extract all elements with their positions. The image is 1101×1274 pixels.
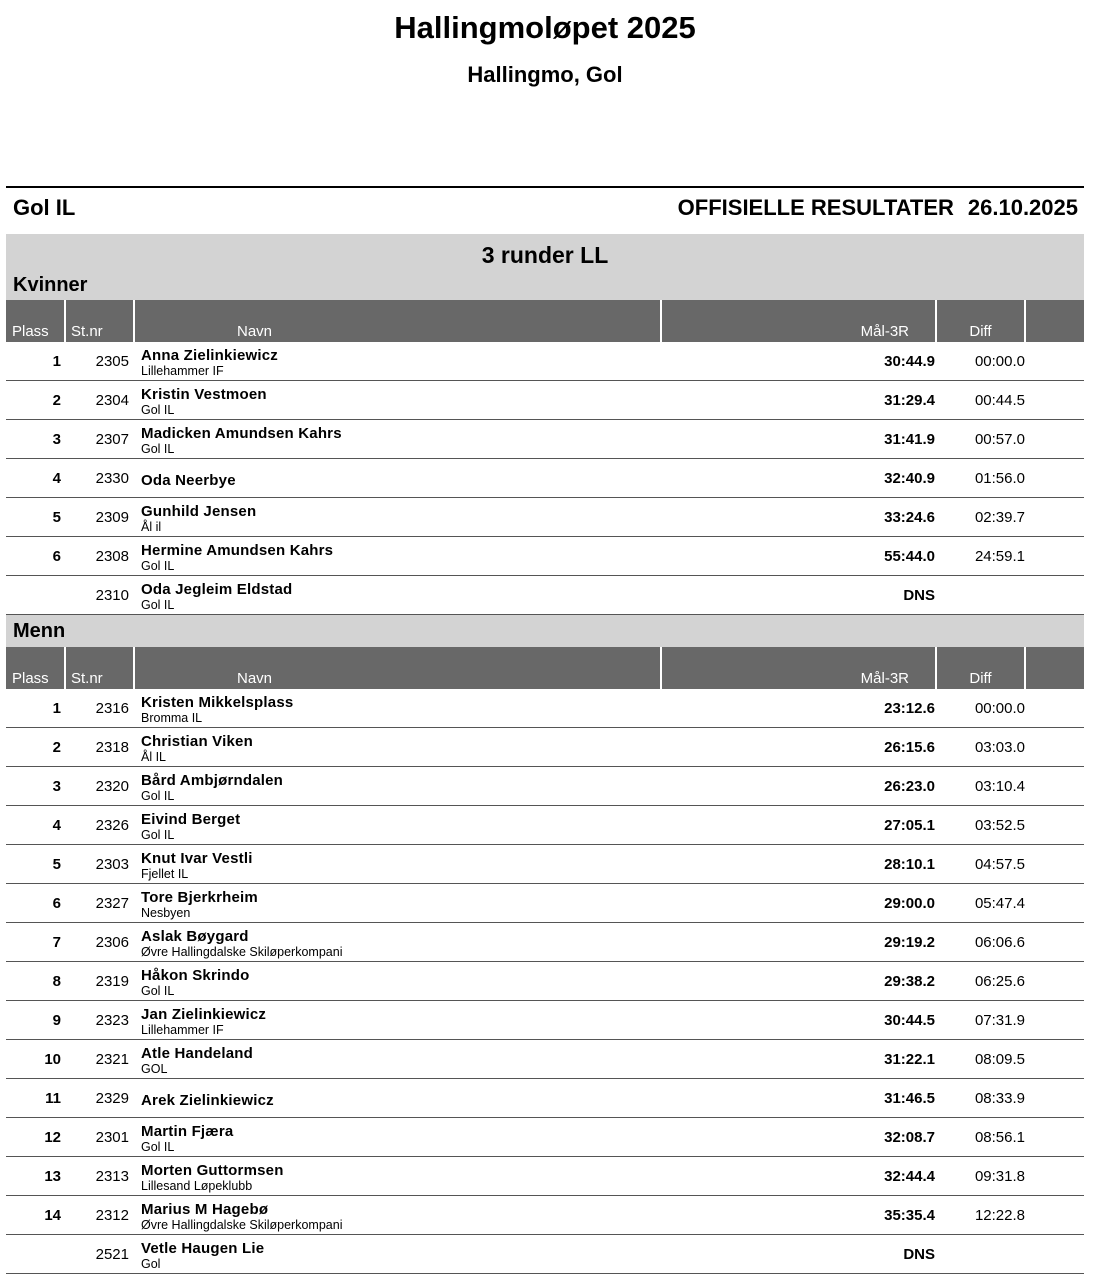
- result-row: [6, 767, 1084, 806]
- place-cell: 13: [44, 1168, 61, 1185]
- bib-cell: 2316: [95, 700, 129, 717]
- finish-time: 31:22.1: [884, 1051, 935, 1068]
- result-row: [6, 420, 1084, 459]
- place-cell: 3: [52, 778, 61, 795]
- time-diff: 00:44.5: [974, 392, 1025, 409]
- athlete-club: Fjellet IL: [141, 867, 189, 881]
- place-cell: 7: [52, 934, 61, 951]
- col-header-diff: Diff: [937, 647, 1026, 689]
- place-cell: 9: [52, 1012, 61, 1029]
- athlete-name: Oda Jegleim Eldstad: [141, 581, 293, 598]
- time-diff: 08:09.5: [974, 1051, 1025, 1068]
- athlete-name: Vetle Haugen Lie: [141, 1240, 265, 1257]
- col-header-navn: Navn: [135, 300, 662, 342]
- result-row: [6, 923, 1084, 962]
- col-header-spacer: [1026, 300, 1084, 342]
- time-diff: 00:00.0: [974, 700, 1025, 717]
- bib-cell: 2326: [95, 817, 129, 834]
- time-diff: 08:33.9: [974, 1090, 1025, 1107]
- athlete-name: Tore Bjerkrheim: [141, 889, 258, 906]
- place-cell: 1: [52, 700, 61, 717]
- athlete-club: Lillehammer IF: [141, 364, 224, 378]
- bib-cell: 2323: [95, 1012, 129, 1029]
- bib-cell: 2327: [95, 895, 129, 912]
- time-diff: 01:56.0: [974, 470, 1025, 487]
- result-row: [6, 806, 1084, 845]
- finish-time: 33:24.6: [884, 509, 935, 526]
- finish-time: 26:23.0: [884, 778, 935, 795]
- result-row: [6, 576, 1084, 615]
- athlete-name: Hermine Amundsen Kahrs: [141, 542, 334, 559]
- col-header-diff: Diff: [937, 300, 1026, 342]
- finish-time: 27:05.1: [884, 817, 935, 834]
- bib-cell: 2303: [95, 856, 129, 873]
- bib-cell: 2329: [95, 1090, 129, 1107]
- athlete-club: Ål il: [141, 520, 162, 534]
- athlete-name: Kristen Mikkelsplass: [141, 694, 294, 711]
- athlete-club: Bromma IL: [141, 711, 203, 725]
- category-header: Menn: [6, 615, 1084, 647]
- athlete-name: Eivind Berget: [141, 811, 241, 828]
- athlete-name: Oda Neerbye: [141, 472, 236, 489]
- result-date: 26.10.2025: [967, 195, 1078, 220]
- place-cell: 8: [52, 973, 61, 990]
- athlete-club: Gol IL: [141, 789, 175, 803]
- place-cell: 2: [52, 739, 61, 756]
- bib-cell: 2320: [95, 778, 129, 795]
- athlete-club: Gol IL: [141, 1140, 175, 1154]
- time-diff: 00:57.0: [974, 431, 1025, 448]
- column-header-row: [6, 300, 1084, 342]
- finish-time: 29:00.0: [884, 895, 935, 912]
- result-row: [6, 728, 1084, 767]
- result-row: [6, 459, 1084, 498]
- bib-cell: 2310: [95, 587, 129, 604]
- finish-time: DNS: [903, 1246, 935, 1263]
- result-row: [6, 537, 1084, 576]
- athlete-club: GOL: [141, 1062, 168, 1076]
- athlete-name: Morten Guttormsen: [141, 1162, 284, 1179]
- athlete-name: Bård Ambjørndalen: [141, 772, 284, 789]
- place-cell: 11: [45, 1090, 61, 1107]
- athlete-name: Knut Ivar Vestli: [141, 850, 253, 867]
- athlete-club: Lillesand Løpeklubb: [141, 1179, 253, 1193]
- result-row: [6, 1040, 1084, 1079]
- athlete-name: Madicken Amundsen Kahrs: [141, 425, 342, 442]
- place-cell: 3: [52, 431, 61, 448]
- col-header-time: Mål-3R: [662, 300, 937, 342]
- bib-cell: 2330: [95, 470, 129, 487]
- place-cell: 5: [52, 509, 61, 526]
- time-diff: 07:31.9: [974, 1012, 1025, 1029]
- place-cell: 14: [44, 1207, 61, 1224]
- athlete-name: Atle Handeland: [141, 1045, 253, 1062]
- athlete-name: Martin Fjæra: [141, 1123, 234, 1140]
- place-cell: 10: [44, 1051, 61, 1068]
- col-header-stnr: St.nr: [66, 647, 135, 689]
- finish-time: 31:29.4: [884, 392, 935, 409]
- finish-time: 29:38.2: [884, 973, 935, 990]
- athlete-name: Anna Zielinkiewicz: [141, 347, 278, 364]
- bib-cell: 2319: [95, 973, 129, 990]
- race-title: 3 runder LL: [6, 234, 1084, 272]
- athlete-name: Arek Zielinkiewicz: [141, 1092, 274, 1109]
- finish-time: 35:35.4: [884, 1207, 935, 1224]
- place-cell: 4: [52, 817, 61, 834]
- finish-time: 31:46.5: [884, 1090, 935, 1107]
- athlete-club: Gol IL: [141, 559, 175, 573]
- place-cell: 6: [52, 548, 61, 565]
- result-row: [6, 1118, 1084, 1157]
- result-row: [6, 1079, 1084, 1118]
- athlete-club: Øvre Hallingdalske Skiløperkompani: [141, 945, 343, 959]
- place-cell: 5: [52, 856, 61, 873]
- categories-container: [6, 272, 1084, 1274]
- result-row: [6, 1157, 1084, 1196]
- col-header-stnr: St.nr: [66, 300, 135, 342]
- athlete-name: Håkon Skrindo: [141, 967, 250, 984]
- athlete-club: Gol: [141, 1257, 161, 1271]
- finish-time: 32:40.9: [884, 470, 935, 487]
- finish-time: DNS: [903, 587, 935, 604]
- time-diff: 03:10.4: [974, 778, 1025, 795]
- place-cell: 2: [52, 392, 61, 409]
- time-diff: 00:00.0: [974, 353, 1025, 370]
- time-diff: 06:06.6: [974, 934, 1025, 951]
- athlete-name: Aslak Bøygard: [141, 928, 249, 945]
- finish-time: 30:44.9: [884, 353, 935, 370]
- time-diff: 12:22.8: [974, 1207, 1025, 1224]
- bib-cell: 2309: [95, 509, 129, 526]
- col-header-plass: Plass: [6, 647, 66, 689]
- col-header-spacer: [1026, 647, 1084, 689]
- col-header-navn: Navn: [135, 647, 662, 689]
- bib-cell: 2306: [95, 934, 129, 951]
- category-header: Kvinner: [6, 272, 1084, 300]
- athlete-name: Kristin Vestmoen: [141, 386, 267, 403]
- bib-cell: 2318: [95, 739, 129, 756]
- place-cell: 12: [44, 1129, 61, 1146]
- bib-cell: 2321: [95, 1051, 129, 1068]
- finish-time: 23:12.6: [884, 700, 935, 717]
- result-row: [6, 498, 1084, 537]
- finish-time: 30:44.5: [884, 1012, 935, 1029]
- place-cell: 4: [52, 470, 61, 487]
- page-title: Hallingmoløpet 2025: [394, 10, 696, 45]
- page-subtitle: Hallingmo, Gol: [467, 62, 623, 87]
- time-diff: 04:57.5: [974, 856, 1025, 873]
- place-cell: 1: [52, 353, 61, 370]
- time-diff: 02:39.7: [974, 509, 1025, 526]
- finish-time: 26:15.6: [884, 739, 935, 756]
- athlete-name: Jan Zielinkiewicz: [141, 1006, 267, 1023]
- finish-time: 28:10.1: [884, 856, 935, 873]
- column-header-row: [6, 647, 1084, 689]
- bib-cell: 2307: [95, 431, 129, 448]
- athlete-club: Ål IL: [141, 750, 167, 764]
- finish-time: 32:08.7: [884, 1129, 935, 1146]
- athlete-club: Gol IL: [141, 984, 175, 998]
- organizer-club: Gol IL: [13, 195, 76, 220]
- bib-cell: 2305: [95, 353, 129, 370]
- finish-time: 29:19.2: [884, 934, 935, 951]
- col-header-plass: Plass: [6, 300, 66, 342]
- result-row: [6, 884, 1084, 923]
- time-diff: 03:52.5: [974, 817, 1025, 834]
- result-status-group: [678, 195, 1078, 221]
- athlete-club: Gol IL: [141, 442, 175, 456]
- result-status: OFFISIELLE RESULTATER: [677, 195, 954, 220]
- finish-time: 32:44.4: [884, 1168, 935, 1185]
- org-bar: [6, 188, 1084, 228]
- bib-cell: 2312: [95, 1207, 129, 1224]
- time-diff: 05:47.4: [974, 895, 1025, 912]
- bib-cell: 2313: [95, 1168, 129, 1185]
- result-row: [6, 342, 1084, 381]
- finish-time: 55:44.0: [884, 548, 935, 565]
- athlete-club: Øvre Hallingdalske Skiløperkompani: [141, 1218, 343, 1232]
- athlete-club: Nesbyen: [141, 906, 191, 920]
- time-diff: 03:03.0: [974, 739, 1025, 756]
- bib-cell: 2308: [95, 548, 129, 565]
- result-row: [6, 689, 1084, 728]
- athlete-club: Gol IL: [141, 828, 175, 842]
- finish-time: 31:41.9: [884, 431, 935, 448]
- athlete-name: Marius M Hagebø: [141, 1201, 269, 1218]
- bib-cell: 2301: [95, 1129, 129, 1146]
- results-sheet: [6, 186, 1084, 1274]
- result-row: [6, 962, 1084, 1001]
- result-row: [6, 1001, 1084, 1040]
- result-row: [6, 1196, 1084, 1235]
- bib-cell: 2521: [95, 1246, 129, 1263]
- time-diff: 06:25.6: [974, 973, 1025, 990]
- result-row: [6, 381, 1084, 420]
- place-cell: 6: [52, 895, 61, 912]
- time-diff: 08:56.1: [974, 1129, 1025, 1146]
- athlete-club: Gol IL: [141, 403, 175, 417]
- result-row: [6, 1235, 1084, 1274]
- athlete-name: Christian Viken: [141, 733, 253, 750]
- athlete-club: Lillehammer IF: [141, 1023, 224, 1037]
- time-diff: 09:31.8: [974, 1168, 1025, 1185]
- athlete-name: Gunhild Jensen: [141, 503, 257, 520]
- result-row: [6, 845, 1084, 884]
- col-header-time: Mål-3R: [662, 647, 937, 689]
- athlete-club: Gol IL: [141, 598, 175, 612]
- time-diff: 24:59.1: [974, 548, 1025, 565]
- bib-cell: 2304: [95, 392, 129, 409]
